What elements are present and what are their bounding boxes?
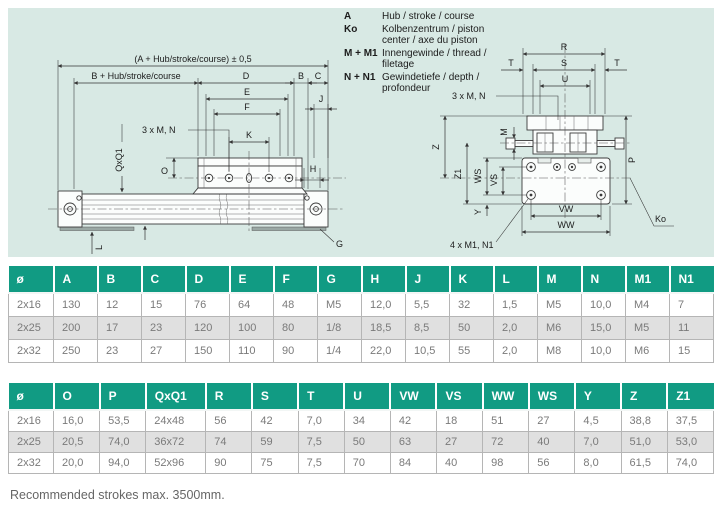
table-cell: 23 — [98, 340, 142, 363]
table-cell: 2x32 — [9, 453, 54, 474]
dim-label-p: P — [627, 156, 637, 164]
table-cell: 53,5 — [100, 410, 146, 432]
dim-label-e: E — [243, 87, 251, 97]
table-cell: 90 — [206, 453, 252, 474]
dim-label-m: M — [499, 128, 509, 136]
dim-label-vs: VS — [489, 173, 499, 187]
legend-term: Ko — [344, 23, 358, 35]
dim-label-d: D — [242, 71, 250, 81]
column-header: B — [98, 266, 142, 293]
column-header: T — [298, 383, 344, 410]
table-row — [9, 340, 714, 363]
dim-label-z: Z — [431, 144, 441, 150]
table-cell: 110 — [230, 340, 274, 363]
table-cell: 1/4 — [318, 340, 362, 363]
table-cell: 27 — [142, 340, 186, 363]
table-cell: 48 — [274, 293, 318, 317]
column-header: E — [230, 266, 274, 293]
dim-label-z1: Z1 — [453, 168, 463, 180]
dim-label-b: B — [297, 71, 305, 81]
column-header: L — [494, 266, 538, 293]
dimensions-table-2 — [8, 383, 714, 474]
table-cell: 59 — [252, 432, 298, 453]
column-header: D — [186, 266, 230, 293]
table-row — [9, 410, 714, 432]
table-cell: 1,5 — [494, 293, 538, 317]
column-header: WS — [529, 383, 575, 410]
dim-label-qxq1: QxQ1 — [114, 148, 124, 172]
holes-label-end: 3 x M, N — [452, 91, 486, 101]
table-cell: 2x16 — [9, 293, 54, 317]
column-header: F — [274, 266, 318, 293]
table-cell: 7,0 — [575, 432, 621, 453]
legend-item — [344, 24, 514, 47]
table-cell: 37,5 — [667, 410, 713, 432]
table-cell: 10,5 — [406, 340, 450, 363]
table-cell: 38,8 — [621, 410, 667, 432]
column-header: WW — [483, 383, 529, 410]
table-cell: 12,0 — [362, 293, 406, 317]
dim-label-ws: WS — [473, 168, 483, 184]
table-header-row — [9, 383, 714, 410]
table-cell: 52x96 — [146, 453, 206, 474]
table-cell: 56 — [206, 410, 252, 432]
table-cell: 94,0 — [100, 453, 146, 474]
table-cell: 42 — [252, 410, 298, 432]
table-cell: 63 — [390, 432, 436, 453]
legend-item — [344, 72, 514, 95]
dim-label-vw: VW — [558, 204, 574, 214]
table-cell: 2x25 — [9, 432, 54, 453]
table-cell: M5 — [626, 317, 670, 340]
column-header: ø — [9, 266, 54, 293]
table-cell: 15 — [142, 293, 186, 317]
table-cell: 22,0 — [362, 340, 406, 363]
abbreviation-legend — [344, 11, 514, 96]
column-header: U — [344, 383, 390, 410]
table-cell: M4 — [626, 293, 670, 317]
dim-label-g: G — [336, 239, 344, 249]
table-cell: 72 — [483, 432, 529, 453]
table-cell: 51 — [483, 410, 529, 432]
table-row — [9, 453, 714, 474]
column-header: M1 — [626, 266, 670, 293]
table-cell: 90 — [274, 340, 318, 363]
table-cell: M5 — [318, 293, 362, 317]
dim-label-o: O — [160, 166, 168, 176]
table-cell: M6 — [538, 317, 582, 340]
column-header: VS — [436, 383, 482, 410]
column-header: N — [582, 266, 626, 293]
table-cell: 40 — [436, 453, 482, 474]
holes-label-side: 3 x M, N — [142, 125, 176, 135]
table-cell: 70 — [344, 453, 390, 474]
column-header: H — [362, 266, 406, 293]
table-row — [9, 317, 714, 340]
table-cell: 74,0 — [667, 453, 713, 474]
dimensions-table-1 — [8, 266, 714, 363]
table-cell: 8,0 — [575, 453, 621, 474]
table-cell: 98 — [483, 453, 529, 474]
mount-holes-label: 4 x M1, N1 — [450, 240, 494, 250]
table-cell: 64 — [230, 293, 274, 317]
table-cell: 1/8 — [318, 317, 362, 340]
legend-item — [344, 48, 514, 71]
dim-label-h: H — [309, 164, 317, 174]
table-cell: 7,5 — [298, 432, 344, 453]
table-row — [9, 293, 714, 317]
column-header: J — [406, 266, 450, 293]
table-cell: 130 — [54, 293, 98, 317]
table-cell: 8,5 — [406, 317, 450, 340]
dim-label-t-right: T — [614, 58, 620, 68]
dim-label-s: S — [560, 58, 568, 68]
dim-label-u: U — [561, 74, 569, 84]
table-cell: 17 — [98, 317, 142, 340]
table-cell: 200 — [54, 317, 98, 340]
dim-label-l: L — [94, 244, 104, 250]
column-header: R — [206, 383, 252, 410]
dim-label-k: K — [245, 130, 253, 140]
table-cell: 56 — [529, 453, 575, 474]
table-cell: 18 — [436, 410, 482, 432]
dim-label-y: Y — [473, 208, 483, 216]
table-cell: 7 — [670, 293, 714, 317]
legend-term: A — [344, 11, 352, 22]
table-cell: 34 — [344, 410, 390, 432]
table-cell: 4,5 — [575, 410, 621, 432]
technical-drawing-panel — [8, 8, 714, 257]
column-header: O — [54, 383, 100, 410]
legend-desc: Innengewinde / thread / filetage — [382, 47, 487, 70]
column-header: S — [252, 383, 298, 410]
table-cell: 36x72 — [146, 432, 206, 453]
table-cell: 74 — [206, 432, 252, 453]
table-cell: 51,0 — [621, 432, 667, 453]
column-header: A — [54, 266, 98, 293]
column-header: ø — [9, 383, 54, 410]
table-cell: 24x48 — [146, 410, 206, 432]
table-cell: M8 — [538, 340, 582, 363]
table-cell: 50 — [344, 432, 390, 453]
column-header: M — [538, 266, 582, 293]
table-cell: 2,0 — [494, 317, 538, 340]
table-cell: 120 — [186, 317, 230, 340]
column-header: Z — [621, 383, 667, 410]
table-cell: 53,0 — [667, 432, 713, 453]
dim-label-a-total: (A + Hub/stroke/course) ± 0,5 — [134, 54, 252, 64]
table-cell: 12 — [98, 293, 142, 317]
legend-term: N + N1 — [344, 71, 376, 83]
dim-label-f: F — [244, 102, 250, 112]
table-cell: 16,0 — [54, 410, 100, 432]
table-cell: 10,0 — [582, 340, 626, 363]
table-cell: 11 — [670, 317, 714, 340]
table-cell: 27 — [436, 432, 482, 453]
table-cell: 32 — [450, 293, 494, 317]
dim-label-j: J — [318, 94, 324, 104]
table-cell: 74,0 — [100, 432, 146, 453]
table-cell: 76 — [186, 293, 230, 317]
table-cell: 75 — [252, 453, 298, 474]
table-cell: 80 — [274, 317, 318, 340]
table-row — [9, 432, 714, 453]
table-cell: 55 — [450, 340, 494, 363]
table-cell: 20,0 — [54, 453, 100, 474]
table-cell: 250 — [54, 340, 98, 363]
column-header: Z1 — [667, 383, 713, 410]
table-header-row — [9, 266, 714, 293]
table-cell: 20,5 — [54, 432, 100, 453]
dim-label-ww: WW — [557, 220, 575, 230]
table-cell: 10,0 — [582, 293, 626, 317]
table-cell: 15 — [670, 340, 714, 363]
dim-label-c: C — [314, 71, 322, 81]
table-cell: 2x16 — [9, 410, 54, 432]
table-cell: 2x32 — [9, 340, 54, 363]
table-cell: 15,0 — [582, 317, 626, 340]
table-cell: 2x25 — [9, 317, 54, 340]
legend-desc: Kolbenzentrum / piston center / axe du piston — [382, 23, 485, 46]
column-header: N1 — [670, 266, 714, 293]
table-cell: 42 — [390, 410, 436, 432]
table-cell: 84 — [390, 453, 436, 474]
dim-label-r: R — [560, 42, 568, 52]
table-cell: 5,5 — [406, 293, 450, 317]
dim-label-t-left: T — [508, 58, 514, 68]
table-cell: 7,0 — [298, 410, 344, 432]
table-cell: 7,5 — [298, 453, 344, 474]
side-view-drawing — [48, 54, 346, 254]
table-cell: 150 — [186, 340, 230, 363]
table-cell: 61,5 — [621, 453, 667, 474]
legend-item — [344, 11, 514, 23]
column-header: VW — [390, 383, 436, 410]
table-cell: M5 — [538, 293, 582, 317]
table-cell: 18,5 — [362, 317, 406, 340]
column-header: QxQ1 — [146, 383, 206, 410]
legend-desc: Gewindetiefe / depth / profondeur — [382, 71, 480, 94]
dim-label-ko: Ko — [655, 214, 667, 224]
column-header: C — [142, 266, 186, 293]
table-cell: 27 — [529, 410, 575, 432]
table-cell: 40 — [529, 432, 575, 453]
table-cell: M6 — [626, 340, 670, 363]
table-cell: 23 — [142, 317, 186, 340]
dim-label-b-hub: B + Hub/stroke/course — [91, 71, 181, 81]
column-header: G — [318, 266, 362, 293]
table-cell: 100 — [230, 317, 274, 340]
legend-desc: Hub / stroke / course — [382, 11, 475, 22]
column-header: K — [450, 266, 494, 293]
table-cell: 2,0 — [494, 340, 538, 363]
column-header: P — [100, 383, 146, 410]
table-cell: 50 — [450, 317, 494, 340]
legend-term: M + M1 — [344, 47, 378, 59]
footer-note: Recommended strokes max. 3500mm. — [10, 488, 225, 502]
column-header: Y — [575, 383, 621, 410]
